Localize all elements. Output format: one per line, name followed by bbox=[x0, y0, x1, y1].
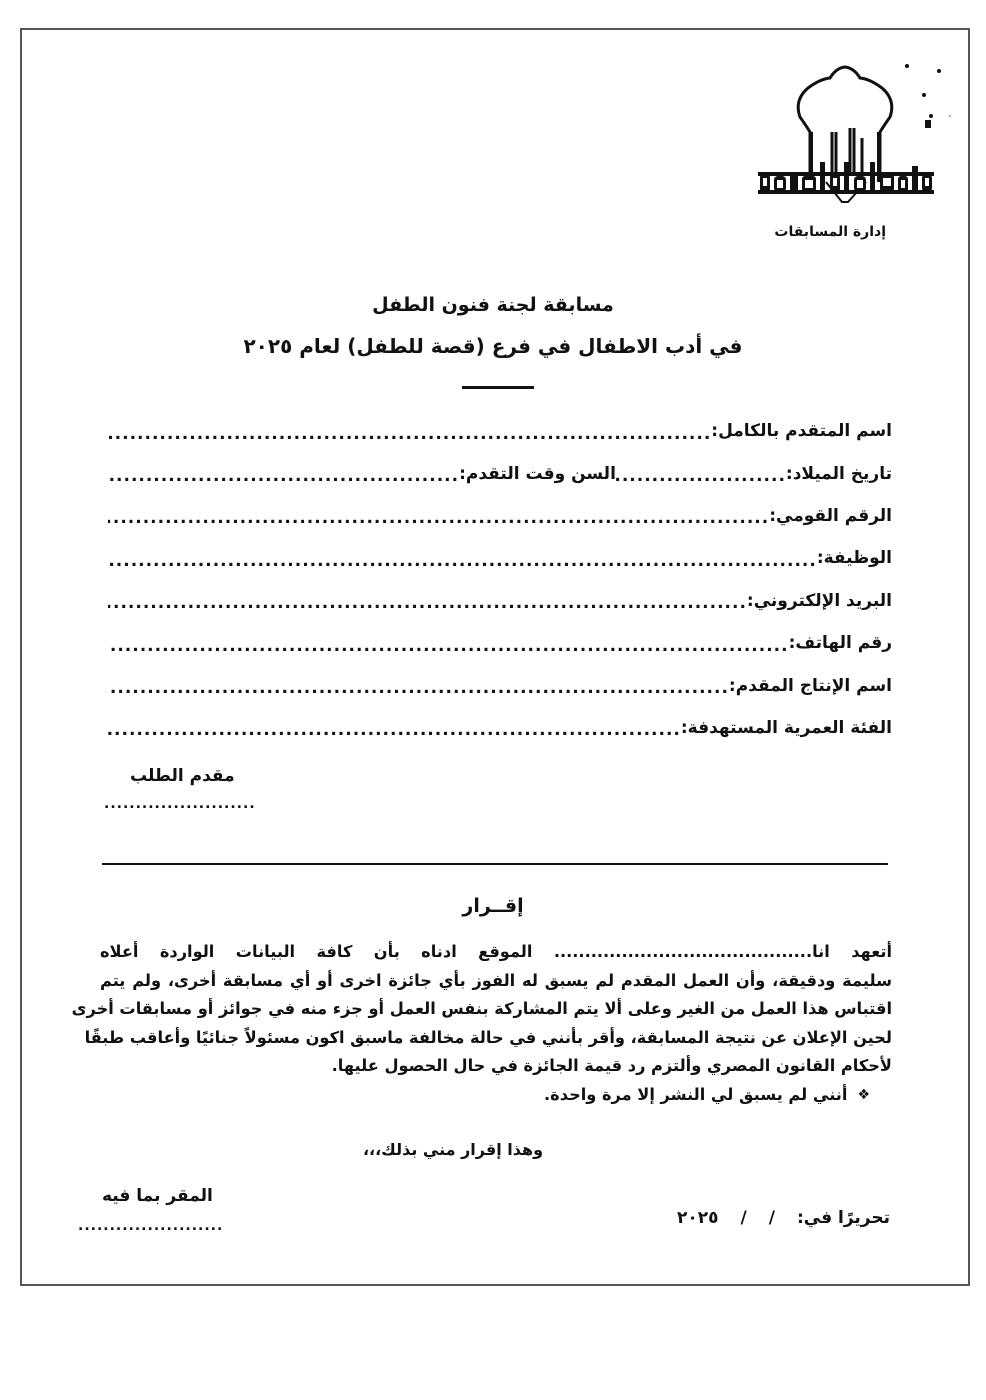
declaration-title: إقــرار bbox=[462, 895, 524, 917]
diamond-bullet-icon: ❖ bbox=[857, 1086, 870, 1103]
date-year: ٢٠٢٥ bbox=[677, 1208, 719, 1228]
applicant-signature-label: مقدم الطلب bbox=[130, 766, 235, 786]
field-label-age: السن وقت التقدم: bbox=[459, 463, 616, 484]
declaration-line: أتعهد انا.......................................... الموقع ادناه بأن كافة البيانات الواردة أعلاه bbox=[100, 942, 892, 961]
fill-in-line[interactable] bbox=[108, 468, 459, 485]
fill-in-line[interactable] bbox=[108, 595, 747, 612]
closing-text: وهذا إقرار مني بذلك،،، bbox=[362, 1140, 544, 1159]
field-full-name[interactable] bbox=[108, 410, 892, 452]
fill-in-line[interactable] bbox=[108, 722, 681, 739]
field-label: الوظيفة: bbox=[816, 548, 892, 569]
application-form bbox=[108, 410, 892, 749]
date-label: تحريرًا في: bbox=[796, 1208, 890, 1228]
declaration-line: سليمة ودقيقة، وأن العمل المقدم لم يسبق له الفوز بأي جائزة اخرى أو أي مسابقة أخرى، ولم يتم bbox=[100, 970, 892, 990]
declaration-line: لأحكام القانون المصري وألتزم رد قيمة الجائزة في حال الحصول عليها. bbox=[331, 1056, 892, 1075]
date-month-separator[interactable]: / bbox=[740, 1208, 747, 1228]
fill-in-line[interactable] bbox=[108, 638, 789, 655]
fill-in-line[interactable] bbox=[108, 553, 817, 570]
field-target-age-group[interactable] bbox=[108, 707, 892, 749]
field-label: تاريخ الميلاد: bbox=[785, 463, 892, 484]
date-day-separator[interactable]: / bbox=[768, 1208, 775, 1228]
department-name: إدارة المسابقات bbox=[774, 224, 886, 240]
field-phone[interactable] bbox=[108, 622, 892, 664]
field-label: اسم المتقدم بالكامل: bbox=[711, 421, 892, 442]
field-label: الفئة العمرية المستهدفة: bbox=[680, 717, 892, 738]
declaration-closing bbox=[0, 1140, 986, 1159]
scan-specks bbox=[895, 58, 955, 128]
fill-in-line[interactable] bbox=[108, 510, 769, 527]
approver-signature-line[interactable] bbox=[78, 1218, 224, 1234]
field-label: اسم الإنتاج المقدم: bbox=[728, 675, 892, 696]
field-birth-date-age[interactable] bbox=[108, 452, 892, 494]
declaration-line: لحين الإعلان عن نتيجة المسابقة، وأقر بأنني في حالة مخالفة ماسبق اكون مسئولاً جنائيًا وأعاقب طبقًا bbox=[84, 1027, 892, 1047]
competition-subtitle: في أدب الاطفال في فرع (قصة للطفل) لعام ٢٠٢٥ bbox=[243, 334, 743, 358]
declaration-bullet bbox=[100, 1081, 892, 1110]
fill-in-line[interactable] bbox=[108, 680, 729, 697]
field-label: البريد الإلكتروني: bbox=[746, 590, 892, 611]
field-national-id[interactable] bbox=[108, 495, 892, 537]
declaration-body bbox=[71, 938, 892, 1109]
field-occupation[interactable] bbox=[108, 537, 892, 579]
declaration-line: اقتباس هذا العمل من الغير وعلى ألا يتم المشاركة بنفس العمل أو جزء منه في جوائز أو مسابقات أخرى bbox=[71, 999, 892, 1018]
field-email[interactable] bbox=[108, 580, 892, 622]
competition-title: مسابقة لجنة فنون الطفل bbox=[372, 294, 614, 316]
fill-in-line[interactable] bbox=[616, 468, 786, 485]
title-underline bbox=[462, 386, 534, 389]
bullet-text: أنني لم يسبق لي النشر إلا مرة واحدة. bbox=[544, 1084, 848, 1104]
applicant-signature-line[interactable] bbox=[104, 796, 256, 812]
field-label: رقم الهاتف: bbox=[788, 633, 892, 654]
field-label: الرقم القومي: bbox=[769, 505, 892, 526]
section-divider bbox=[102, 863, 888, 865]
issue-date bbox=[677, 1208, 890, 1228]
field-work-title[interactable] bbox=[108, 664, 892, 706]
fill-in-line[interactable] bbox=[108, 426, 711, 443]
approver-signature-label: المقر بما فيه bbox=[102, 1186, 213, 1206]
